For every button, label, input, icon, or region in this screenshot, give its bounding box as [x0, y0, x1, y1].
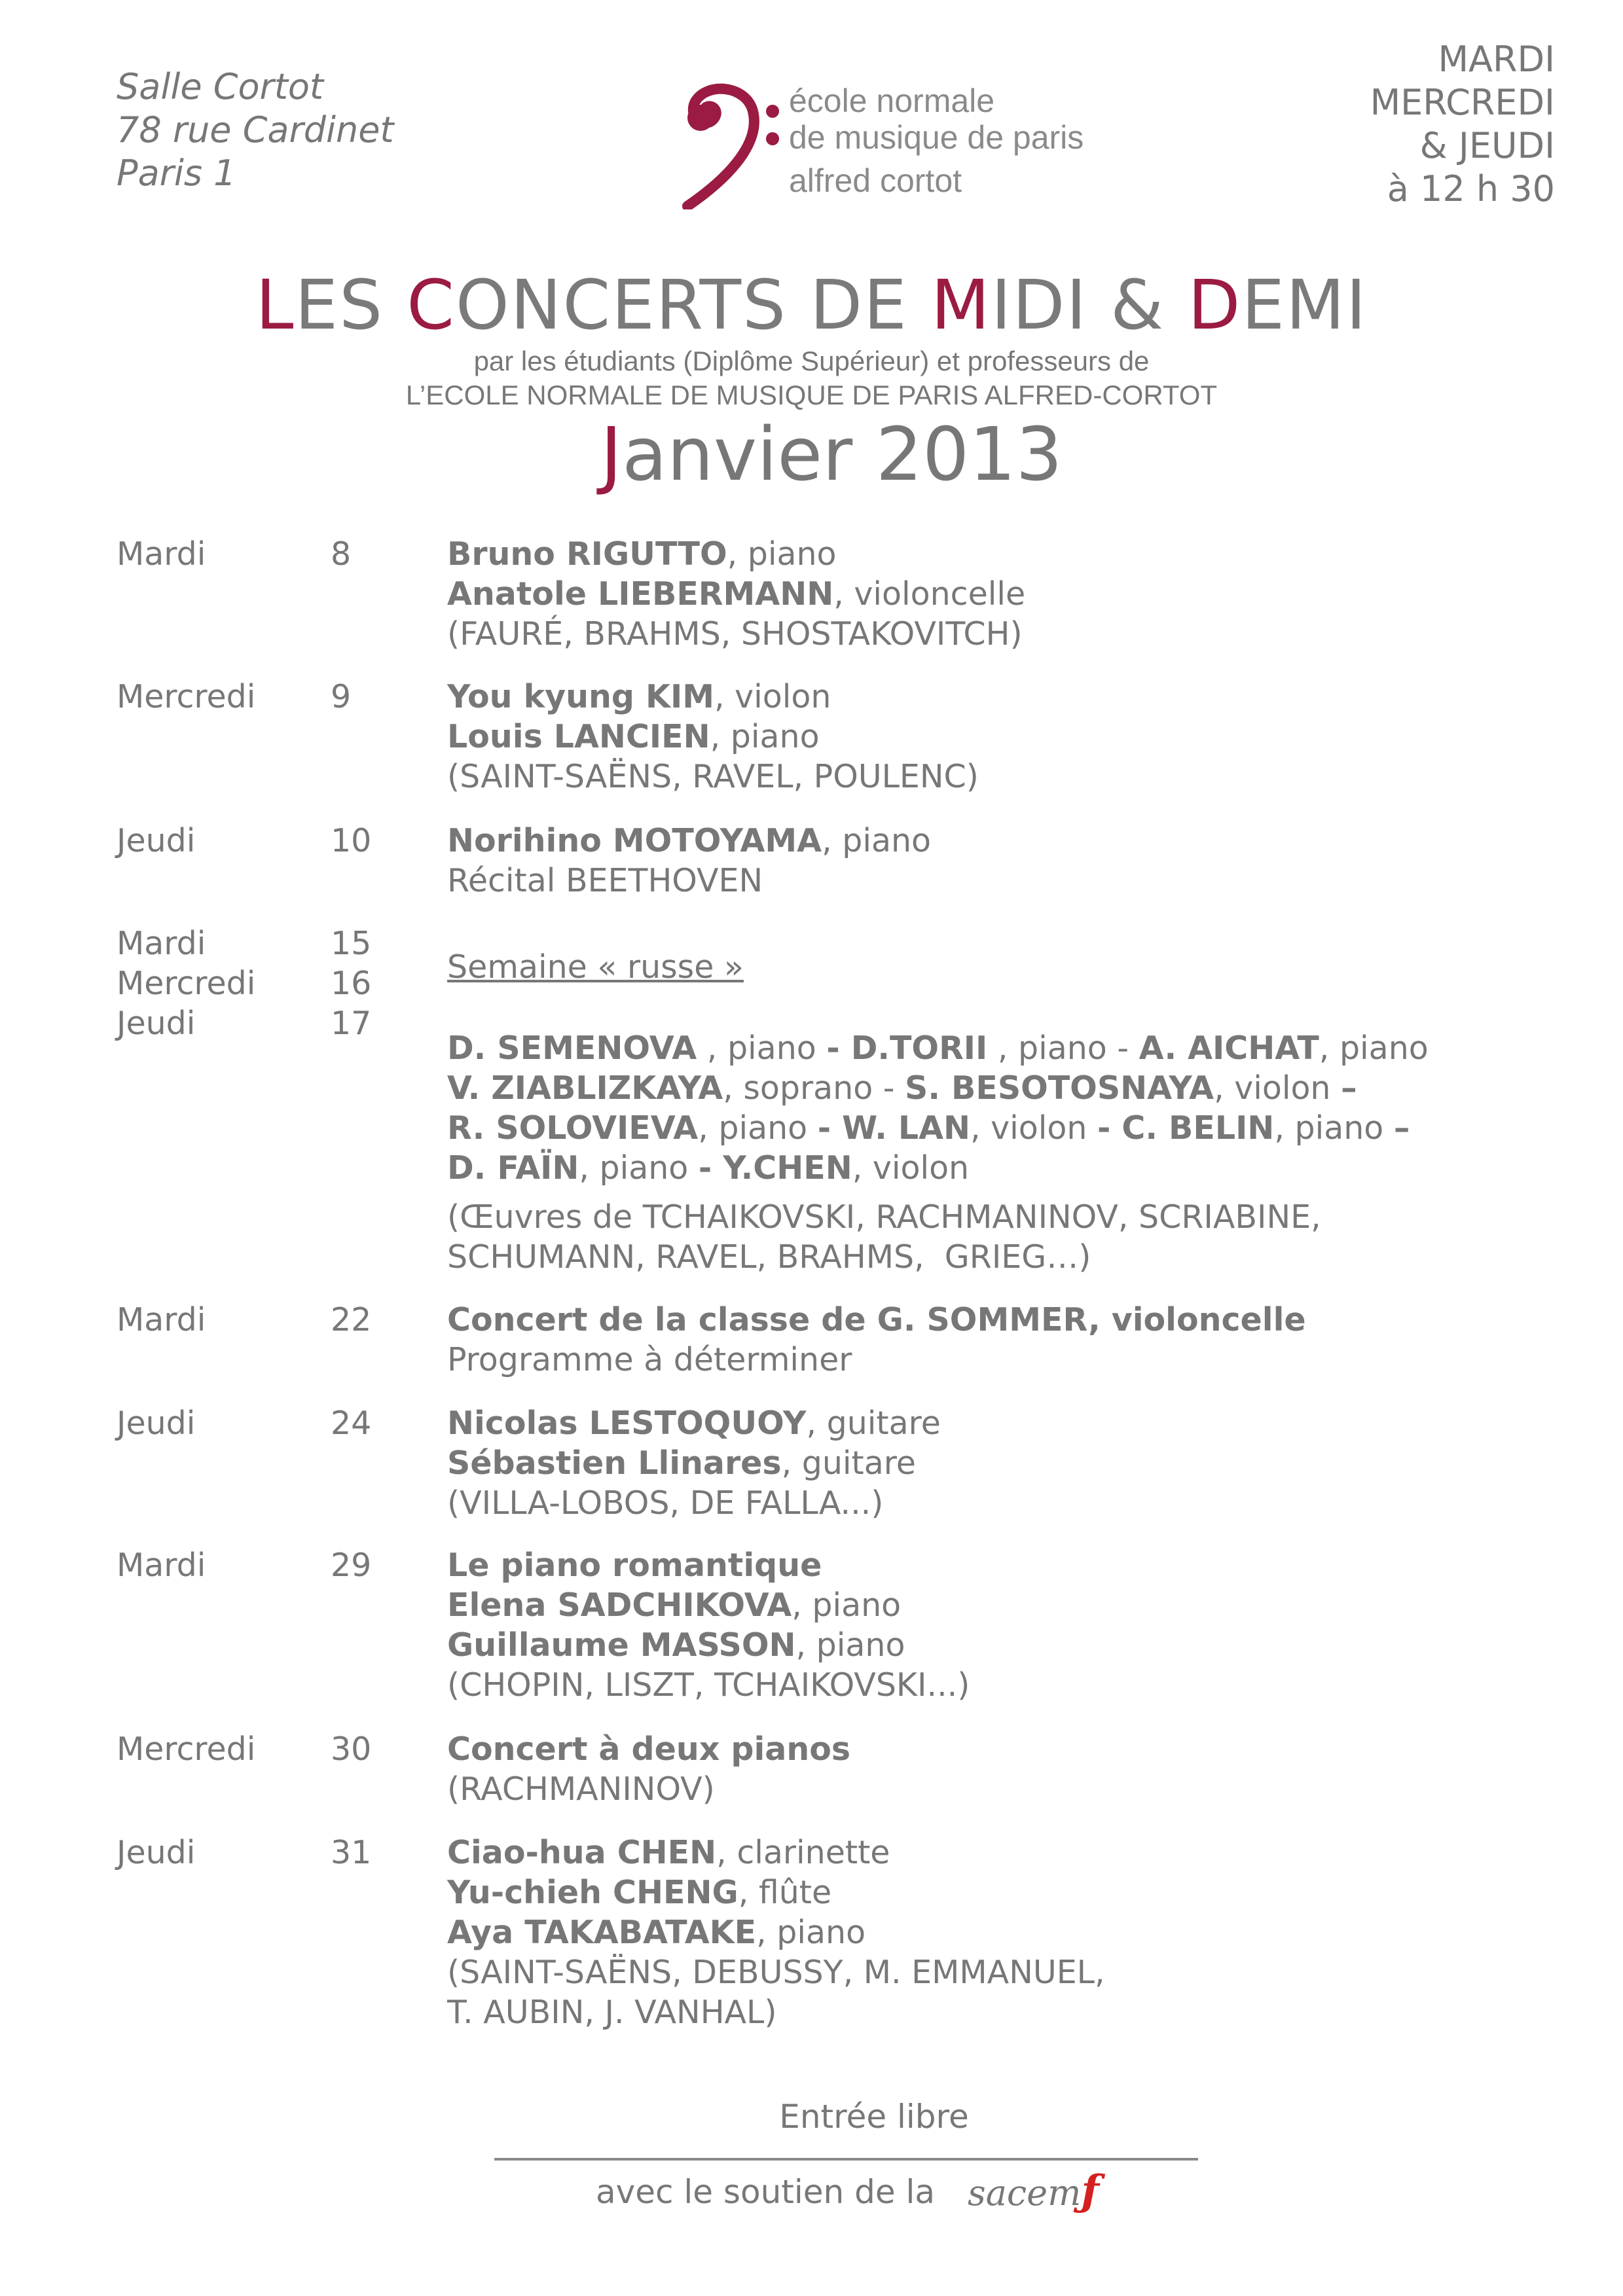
concert-day: Jeudi	[117, 1005, 196, 1042]
logo-line: école normale	[789, 82, 995, 119]
concert-dates	[331, 677, 351, 717]
concert-dates	[331, 534, 351, 574]
title-part: ONCERTS DE	[455, 265, 931, 345]
performer-name: Bruno RIGUTTO	[447, 535, 727, 573]
detail-line	[447, 1300, 1306, 1340]
concert-date: 29	[331, 1547, 372, 1584]
performer-name: - D.TORII	[826, 1030, 988, 1067]
performer-name: Aya TAKABATAKE	[447, 1914, 757, 1951]
detail-line	[447, 1769, 850, 1809]
detail-text: , piano -	[987, 1030, 1139, 1067]
concert-days	[117, 1545, 206, 1585]
concert-dates	[331, 1833, 371, 1873]
performer-name: Sébastien Llinares	[447, 1444, 782, 1482]
detail-line	[447, 1833, 1105, 1873]
title-part: M	[930, 265, 991, 345]
works-line: (Œuvres de TCHAIKOVSKI, RACHMANINOV, SCRIABINE,	[447, 1198, 1321, 1236]
concert-day: Mercredi	[117, 965, 256, 1002]
bass-clef-icon	[668, 79, 786, 209]
title-part: C	[407, 265, 456, 345]
concert-day: Jeudi	[117, 822, 196, 859]
concert-date: 17	[331, 1005, 372, 1042]
detail-line	[447, 574, 1025, 614]
performer-name: - W. LAN	[817, 1109, 971, 1147]
school-logo	[668, 79, 1139, 209]
detail-line	[447, 1403, 941, 1443]
month-title	[0, 412, 1623, 497]
concert-dates	[331, 1403, 371, 1443]
concert-details	[447, 1833, 1105, 2032]
venue-address	[117, 65, 394, 195]
title-part: IDI &	[991, 265, 1188, 345]
detail-text: , piano	[579, 1149, 699, 1187]
detail-line	[447, 757, 979, 797]
performer-name: Concert à deux pianos	[447, 1731, 851, 1768]
detail-line	[447, 1952, 1105, 1992]
concert-date: 22	[331, 1301, 372, 1338]
venue-city: Paris 1	[117, 152, 236, 194]
detail-text: , piano	[727, 535, 837, 573]
detail-text: , violon	[970, 1109, 1097, 1147]
detail-text: , soprano -	[723, 1069, 905, 1107]
detail-text: , piano	[822, 822, 932, 859]
concert-day: Mardi	[117, 1547, 206, 1584]
detail-text: , piano	[710, 718, 820, 755]
concert-days	[117, 1403, 195, 1443]
detail-line	[447, 1443, 941, 1483]
detail-line	[447, 1340, 1306, 1380]
detail-text: , violon	[1214, 1069, 1341, 1107]
concert-day: Mardi	[117, 535, 206, 573]
detail-line	[447, 1028, 1429, 1068]
detail-text: Programme à déterminer	[447, 1341, 852, 1378]
detail-text: (VILLA-LOBOS, DE FALLA...)	[447, 1484, 884, 1522]
schedule-line: MERCREDI	[1370, 82, 1555, 123]
detail-text: (FAURÉ, BRAHMS, SHOSTAKOVITCH)	[447, 615, 1023, 653]
concert-dates	[331, 924, 371, 1043]
concert-days	[117, 1729, 255, 1769]
concert-details	[447, 821, 931, 901]
month-initial: J	[600, 412, 623, 497]
venue-name: Salle Cortot	[117, 66, 324, 107]
free-entry: Entrée libre	[779, 2098, 969, 2136]
concert-dates	[331, 1545, 371, 1585]
concert-dates	[331, 1300, 371, 1340]
concert-days	[117, 534, 206, 574]
detail-text: (RACHMANINOV)	[447, 1770, 715, 1808]
week-heading: Semaine « russe »	[447, 948, 744, 986]
venue-street: 78 rue Cardinet	[117, 109, 394, 151]
subtitle-line-2: L’ECOLE NORMALE DE MUSIQUE DE PARIS ALFRED-CORTOT	[405, 380, 1218, 410]
concert-date: 15	[331, 925, 372, 962]
performer-name: R. SOLOVIEVA	[447, 1109, 699, 1147]
performer-name: Nicolas LESTOQUOY	[447, 1405, 807, 1442]
detail-line	[447, 677, 979, 717]
performer-name: D. SEMENOVA	[447, 1030, 697, 1067]
concert-dates	[331, 821, 371, 861]
performer-name: A. AICHAT	[1139, 1030, 1319, 1067]
sacem-wordmark: sacem	[968, 2172, 1082, 2214]
detail-text: Récital BEETHOVEN	[447, 862, 763, 899]
detail-line	[447, 1585, 970, 1625]
title-part: L	[255, 265, 295, 345]
performer-name: - C. BELIN	[1097, 1109, 1275, 1147]
detail-text: , piano	[698, 1109, 818, 1147]
detail-text: T. AUBIN, J. VANHAL)	[447, 1994, 777, 2031]
concert-details	[447, 1403, 941, 1523]
concert-details	[447, 1545, 970, 1705]
concert-details	[447, 1729, 850, 1809]
concert-days	[117, 924, 255, 1043]
detail-text: , flûte	[738, 1874, 832, 1911]
logo-line: de musique de paris	[789, 119, 1084, 156]
detail-text: , piano	[1319, 1030, 1429, 1067]
performer-name: Yu-chieh CHENG	[447, 1874, 739, 1911]
schedule-line: à 12 h 30	[1387, 168, 1555, 209]
detail-text: , violon	[714, 678, 831, 715]
concert-day: Mercredi	[117, 1731, 256, 1768]
detail-text: , piano	[756, 1914, 866, 1951]
concert-day: Mardi	[117, 1301, 206, 1338]
performer-name: Concert de la classe de G. SOMMER, violoncelle	[447, 1301, 1306, 1338]
detail-text: , violoncelle	[833, 575, 1026, 613]
title-part: D	[1188, 265, 1242, 345]
detail-line	[447, 1148, 1429, 1188]
concert-details	[447, 534, 1025, 654]
support-text: avec le soutien de la	[596, 2173, 936, 2211]
concert-details	[447, 677, 979, 797]
detail-line	[447, 1625, 970, 1665]
schedule-line: MARDI	[1438, 39, 1555, 80]
detail-text: , guitare	[781, 1444, 916, 1482]
performer-name: V. ZIABLIZKAYA	[447, 1069, 723, 1107]
performer-name: –	[1341, 1069, 1357, 1107]
divider	[494, 2158, 1198, 2161]
title-part: EMI	[1241, 265, 1368, 345]
detail-text: (SAINT-SAËNS, DEBUSSY, M. EMMANUEL,	[447, 1954, 1105, 1991]
schedule-line: & JEUDI	[1419, 125, 1555, 166]
performer-name: Louis LANCIEN	[447, 718, 710, 755]
performer-name: S. BESOTOSNAYA	[905, 1069, 1214, 1107]
sacem-f-icon: ƒ	[1081, 2166, 1099, 2215]
concert-date: 24	[331, 1405, 372, 1442]
detail-line	[447, 861, 931, 901]
concert-details	[447, 924, 1429, 1277]
concert-details	[447, 1300, 1306, 1380]
detail-line	[447, 1873, 1105, 1912]
detail-line	[447, 717, 979, 757]
concert-day: Mardi	[117, 925, 206, 962]
detail-line	[447, 1665, 970, 1705]
concert-days	[117, 1833, 195, 1873]
performer-name: You kyung KIM	[447, 678, 714, 715]
concert-date: 10	[331, 822, 372, 859]
detail-text: , piano	[795, 1626, 905, 1664]
concert-dates	[331, 1729, 371, 1769]
detail-text: , piano	[1274, 1109, 1394, 1147]
schedule-info	[1370, 38, 1555, 211]
detail-line	[447, 1992, 1105, 2032]
detail-line	[447, 1729, 850, 1769]
performer-name: Ciao-hua CHEN	[447, 1834, 717, 1871]
detail-line	[447, 1545, 970, 1585]
concert-days	[117, 821, 195, 861]
detail-text: , piano	[697, 1030, 827, 1067]
month-rest: anvier 2013	[622, 412, 1063, 497]
concert-day: Jeudi	[117, 1834, 196, 1871]
detail-line	[447, 1483, 941, 1523]
performer-name: - Y.CHEN	[698, 1149, 852, 1187]
detail-line	[447, 614, 1025, 654]
performer-name: Anatole LIEBERMANN	[447, 575, 834, 613]
detail-line	[447, 534, 1025, 574]
page-title	[0, 265, 1623, 345]
detail-text: , violon	[852, 1149, 970, 1187]
detail-line	[447, 821, 931, 861]
concert-days	[117, 677, 255, 717]
concert-date: 16	[331, 965, 372, 1002]
detail-line	[447, 1912, 1105, 1952]
performer-name: Guillaume MASSON	[447, 1626, 796, 1664]
detail-text: , guitare	[806, 1405, 941, 1442]
works-line: SCHUMANN, RAVEL, BRAHMS, GRIEG…)	[447, 1238, 1091, 1276]
concert-date: 30	[331, 1731, 372, 1768]
concert-date: 9	[331, 678, 352, 715]
title-part: ES	[295, 265, 407, 345]
performer-name: Le piano romantique	[447, 1547, 822, 1584]
performer-name: –	[1393, 1109, 1410, 1147]
performer-name: Norihino MOTOYAMA	[447, 822, 822, 859]
concert-day: Jeudi	[117, 1405, 196, 1442]
concert-days	[117, 1300, 206, 1340]
performer-name: Elena SADCHIKOVA	[447, 1587, 792, 1624]
concert-date: 8	[331, 535, 352, 573]
performer-name: D. FAÏN	[447, 1149, 579, 1187]
concert-date: 31	[331, 1834, 372, 1871]
detail-text: (SAINT-SAËNS, RAVEL, POULENC)	[447, 758, 979, 795]
subtitle-line-1: par les étudiants (Diplôme Supérieur) et professeurs de	[473, 346, 1150, 376]
concert-day: Mercredi	[117, 678, 256, 715]
detail-line	[447, 1108, 1429, 1148]
detail-line	[447, 1068, 1429, 1108]
detail-text: , clarinette	[716, 1834, 890, 1871]
logo-line: alfred cortot	[789, 162, 962, 199]
sacem-logo	[968, 2166, 1099, 2215]
detail-text: (CHOPIN, LISZT, TCHAIKOVSKI...)	[447, 1666, 970, 1704]
detail-text: , piano	[792, 1587, 902, 1624]
